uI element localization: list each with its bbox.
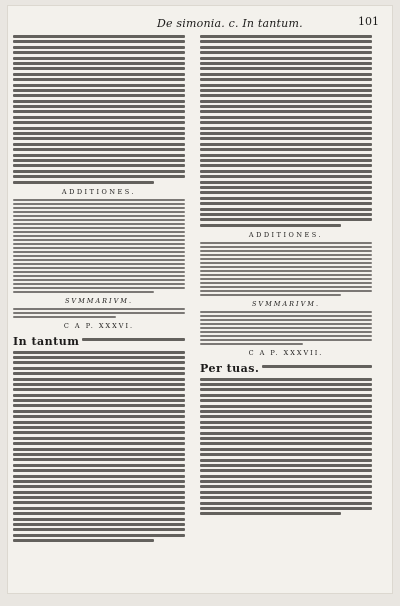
right-body-text-top <box>200 35 372 227</box>
left-additiones-text <box>13 199 185 293</box>
right-additiones-text <box>200 242 372 296</box>
running-head: De simonia. c. In tantum. <box>157 17 303 30</box>
right-summarium-heading: SVMMARIVM. <box>251 299 321 308</box>
right-lead-word: Per tuas. <box>200 361 260 375</box>
left-lead-word: In tantum <box>13 334 80 348</box>
left-body-text-top <box>13 35 185 184</box>
book-page <box>7 5 393 594</box>
left-column <box>13 33 185 546</box>
left-chapter-label: C A P. XXXVI. <box>63 321 135 330</box>
right-chapter-text <box>200 359 372 516</box>
right-summarium-text <box>200 311 372 345</box>
right-column <box>200 33 372 519</box>
left-summarium-text <box>13 308 185 318</box>
left-additiones-heading: ADDITIONES. <box>61 187 137 196</box>
right-chapter-label: C A P. XXXVII. <box>248 348 324 357</box>
left-summarium-heading: SVMMARIVM. <box>64 296 134 305</box>
left-chapter-text <box>13 332 185 543</box>
page-number: 101 <box>358 15 379 28</box>
right-additiones-heading: ADDITIONES. <box>248 230 324 239</box>
